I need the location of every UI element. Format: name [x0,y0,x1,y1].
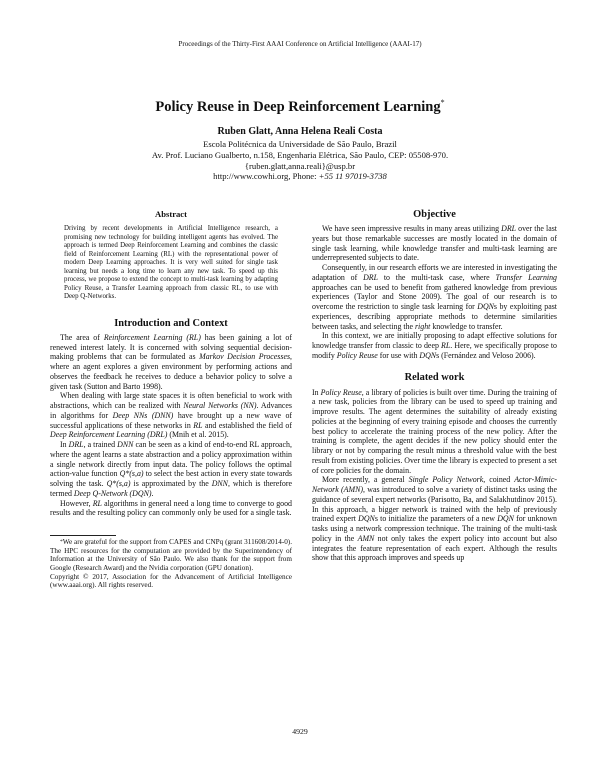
intro-heading: Introduction and Context [114,317,228,329]
affiliation-contact [0,171,600,182]
objective-paragraph-1: We have seen impressive results in many areas utilizing DRL over the last years but those remarkable successes are mostly located in the domain of single task learning, while knowledge transfer and multi-task learning are underrepresented subjects to date. [312,224,557,263]
affiliation-address: Av. Prof. Luciano Gualberto, n.158, Engenharia Elétrica, São Paulo, CEP: 05508-970. [151,149,449,160]
intro-paragraph-1: The area of Reinforcement Learning (RL) has been gaining a lot of renewed interest lately. It is concerned with solving sequential decision-making problems that can be formulated as Markov Decision Processes, where an agent explores a given environment by performing actions and observes the feedback he receives to deduce a behavior policy to solve a given task (Sutton and Barto 1998). [50,332,293,391]
intro-paragraph-3: In DRL, a trained DNN can be seen as a kind of end-to-end RL approach, where the agent learns a state abstraction and a policy approximation within a single network directly from input data. The policy follows the optimal action-value function Q*(s,a) to select the best action in every state towards solving the task. Q*(s,a) is approximated by the DNN, which is therefore termed Deep Q-Network (DQN). [50,440,292,498]
objective-paragraph-3: In this context, we are initially proposing to adapt effective solutions for knowledge transfer from classic to deep RL. Here, we specifically propose to modify Policy Reuse for use with DQNs (Fernández and Veloso 2006). [312,331,557,360]
affiliation-website: http://www.cowhi.org, Phone: [213,171,319,182]
abstract-text: Driving by recent developments in Artificial Intelligence research, a promising new technology for building intelligent agents has evolved. The approach is termed Deep Reinforcement Learning and combines the classic field of Reinforcement Learning (RL) with the representational power of modern Deep Learning approaches. It is very well suited for single task learning but needs a long time to learn any new task. To speed up this process, we propose to extend the concept to multi-task learning by adapting Policy Reuse, a Transfer Learning approach from classic RL, to use with Deep Q-Networks. [64,225,278,301]
intro-paragraph-4: However, RL algorithms in general need a long time to converge to good results and the resulting policy can commonly only be used for a single task. [50,498,292,518]
objective-paragraph-2: Consequently, in our research efforts we are interested in investigating the adaptation of DRL to the multi-task case, where Transfer Learning approaches can be used to benefit from gathered knowledge from previous experiences (Taylor and Stone 2009). The goal of our research is to overcome the restriction to single task learning for DQNs by exploiting past experiences, describing appropriate methods to determine similarities between tasks, and selecting the right knowledge to transfer. [312,263,557,331]
title-footnote-mark: * [440,98,445,107]
left-column [50,209,292,590]
footnote-divider [50,535,116,536]
abstract-heading: Abstract [155,209,187,219]
related-paragraph-1: In Policy Reuse, a library of policies is built over time. During the training of a new task, policies from the library can be used to speed up training and improve results. The agent determines the suitability of already existing policies at the beginning of every training episode and chooses the currently best policy to accelerate the training process of the new policy. After the training is complete, the agent decides if the new policy should enter the library or not by comparing the result minus a threshold value with the best result from existing policies. Over time the library is expected to present a set of core policies for the domain. [312,387,557,475]
objective-heading: Objective [413,209,456,220]
affiliation-emails: {ruben.glatt,anna.reali}@usp.br [244,160,356,171]
right-column [312,208,557,563]
intro-paragraph-2: When dealing with large state spaces it is often beneficial to work with abstractions, which can be realized with Neural Networks (NN). Advances in algorithms for Deep NNs (DNN) have brought up a new wave of successful applications of these networks in RL and established the field of Deep Reinforcement Learning (DRL) (Mnih et al. 2015). [50,391,293,440]
paper-title [0,94,600,116]
affiliation-block [0,139,600,182]
related-work-heading: Related work [404,371,465,383]
affiliation-institution: Escola Politécnica da Universidade de São Paulo, Brazil [203,139,397,149]
affiliation-phone: +55 11 97019-3738 [318,171,387,182]
related-paragraph-2: More recently, a general Single Policy Network, coined Actor-Mimic-Network (AMN), was introduced to solve a variety of distinct tasks using the guidance of several expert networks (Parisotto, Ba, and Salakhutdinov 2015). In this approach, a bigger network is trained with the help of previously trained expert DQNs to initialize the parameters of a new DQN for unknown tasks using a network compression technique. The training of the multi-task policy in the AMN not only takes the expert policy into account but also integrates the feature representation of each expert. Although the results show that this approach improves and speeds up [312,475,558,563]
page-number: 4929 [292,727,308,736]
paper-title-text: Policy Reuse in Deep Reinforcement Learning [155,98,441,115]
author-list: Ruben Glatt, Anna Helena Reali Costa [217,126,383,137]
proceedings-header: Proceedings of the Thirty-First AAAI Conference on Artificial Intelligence (AAAI-17) [178,40,422,48]
footnote-acknowledgement: *We are grateful for the support from CAPES and CNPq (grant 311608/2014-0). The HPC resources for the computation are provided by the Superintendency of Information at the University of São Paulo. We also thank for the support from Google (Research Award) and the Nvidia corporation (GPU donation). [50,538,292,572]
copyright-notice: Copyright © 2017, Association for the Advancement of Artificial Intelligence (www.aaai.org). All rights reserved. [50,572,292,590]
